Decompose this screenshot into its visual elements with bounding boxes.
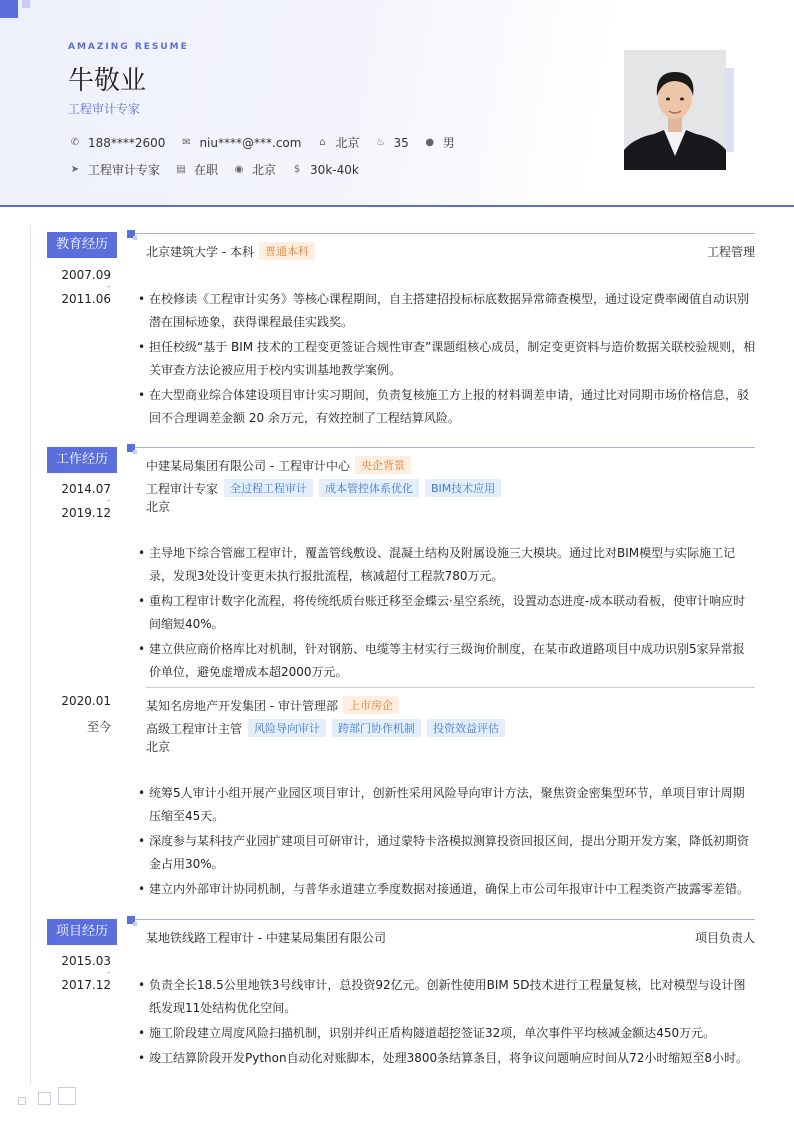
info-target-position [68,161,160,178]
phone-icon: ✆ [70,137,80,148]
edu-school: 北京建筑大学 - 本科 [146,244,254,259]
salary-icon: $ [293,164,301,175]
list-item: • 建立供应商价格库比对机制，针对钢筋、电缆等主材实行三级询价制度，在某市政道路项目中成功识别5家异常报价单位，避免虚增成本超2000万元。 [138,638,756,684]
city-text: 北京 [335,136,360,150]
project-bullets [138,974,756,1072]
job1-company-row [146,456,411,474]
section-marker-small [133,450,137,454]
skill-tag: 投资效益评估 [427,719,505,737]
section-title-work: 工作经历 [47,447,117,473]
list-item: • 建立内外部审计协同机制，与普华永道建立季度数据对接通道，确保上市公司年报审计中工程类资产披露零差错。 [138,878,756,901]
list-item: • 主导地下综合管廊工程审计，覆盖管线敷设、混凝土结构及附属设施三大模块。通过比对BIM模型与实际施工记录，发现3处设计变更未执行报批流程，核减超付工程款780万元。 [138,542,756,588]
list-item: • 在校修读《工程审计实务》等核心课程期间，自主搭建招投标标底数据异常筛查模型，通过设定费率阈值自动识别潜在围标迹象，获得课程最佳实践奖。 [138,288,756,334]
decor-square-small [22,0,30,8]
job1-end-date: 2019.12 [61,506,111,520]
job1-company: 中建某局集团有限公司 - 工程审计中心 [146,458,350,473]
job2-role: 高级工程审计主管 [146,721,243,736]
list-item: • 负责全长18.5公里地铁3号线审计，总投资92亿元。创新性使用BIM 5D技术进行工程量复核，比对模型与设计图纸发现11处结构优化空间。 [138,974,756,1020]
footer-decor-square [58,1087,76,1105]
list-item: • 在大型商业综合体建设项目审计实习期间，负责复核施工方上报的材料调差申请，通过比对同期市场价格信息，驳回不合理调差金额 20 余万元，有效控制了工程结算风险。 [138,384,756,430]
section-divider [130,233,755,234]
info-salary [290,163,359,177]
list-item: • 统筹5人审计小组开展产业园区项目审计，创新性采用风险导向审计方法，聚焦资金密集型环节，单项目审计周期压缩至45天。 [138,782,756,828]
info-target-city [232,161,276,178]
project-start-date: 2015.03 [61,954,111,968]
date-separator: - [107,968,111,978]
skill-tag: 跨部门协作机制 [332,719,421,737]
job2-location: 北京 [146,740,171,754]
gender-icon: ● [425,137,435,148]
project-role: 项目负责人 [694,931,755,945]
send-icon: ➤ [70,164,80,175]
list-item: • 担任校级“基于 BIM 技术的工程变更签证合规性审查”课题组核心成员，制定变更资料与造价数据关联校验规则，相关审查方法论被应用于校内实训基地教学案例。 [138,336,756,382]
skill-tag: 全过程工程审计 [224,479,313,497]
info-status [174,161,218,178]
section-divider [130,919,755,920]
edu-bullets [138,288,756,432]
contact-info-row [68,134,469,151]
age-text: 35 [393,135,409,150]
status-text: 在职 [194,163,219,177]
list-item: • 深度参与某科技产业园扩建项目可研审计，通过蒙特卡洛模拟测算投资回报区间，提出分期开发方案，降低初期资金占用30%。 [138,830,756,876]
info-phone [68,136,165,150]
decor-square [0,0,18,18]
phone-text: 188****2600 [88,135,166,150]
info-gender [423,134,455,151]
section-title-projects: 项目经历 [47,919,117,945]
section-marker-small [133,236,137,240]
list-item: • 竣工结算阶段开发Python自动化对账脚本，处理3800条结算条目，将争议问题响应时间从72小时缩短至8小时。 [138,1047,756,1070]
target-city-text: 北京 [252,163,277,177]
mail-icon: ✉ [182,137,191,148]
job2-company: 某知名房地产开发集团 - 审计管理部 [146,698,338,713]
date-separator: - [107,496,111,506]
job2-end-date: 至今 [86,720,111,734]
location-pin-icon: ◉ [234,164,244,175]
info-age [373,136,408,150]
info-email [179,136,301,150]
job2-badge: 上市房企 [343,696,399,714]
resume-header [0,0,794,207]
gender-text: 男 [442,136,455,150]
profile-photo [624,50,726,170]
skill-tag: 风险导向审计 [248,719,326,737]
job1-location: 北京 [146,500,171,514]
edu-end-date: 2011.06 [61,292,111,306]
job-separator [146,687,755,688]
section-title-education: 教育经历 [47,232,117,258]
job1-start-date: 2014.07 [61,482,111,496]
target-position-text: 工程审计专家 [88,163,161,177]
section-marker-small [133,922,137,926]
list-item: • 施工阶段建立周度风险扫描机制，识别并纠正盾构隧道超挖签证32项，单次事件平均核减金额达450万元。 [138,1022,756,1045]
job2-start-date: 2020.01 [61,694,111,708]
list-item: • 重构工程审计数字化流程，将传统纸质台账迁移至金蝶云·星空系统，设置动态进度-成本联动看板，使审计响应时间缩短40%。 [138,590,756,636]
project-end-date: 2017.12 [61,978,111,992]
email-text: niu****@***.com [199,135,302,150]
salary-text: 30k-40k [310,162,359,177]
job1-role-row [146,479,501,497]
skill-tag: 成本管控体系优化 [319,479,419,497]
job2-bullets [138,782,756,903]
timeline-rule [30,225,31,1085]
job2-company-row [146,696,399,714]
edu-start-date: 2007.09 [61,268,111,282]
footer-decor-square [38,1092,51,1105]
skill-tag: BIM技术应用 [425,479,501,497]
candidate-title: 工程审计专家 [68,102,141,116]
home-icon: ⌂ [319,137,326,148]
cake-icon: ♨ [375,137,385,148]
job1-bullets [138,542,756,686]
job1-badge: 央企背景 [355,456,411,474]
candidate-name: 牛敬业 [68,66,147,96]
portrait-image [624,50,726,170]
info-city [315,134,359,151]
project-name: 某地铁线路工程审计 - 中建某局集团有限公司 [146,931,386,945]
briefcase-icon: ▤ [176,164,186,175]
tagline: AMAZING RESUME [68,42,189,52]
edu-major: 工程管理 [706,245,755,259]
job-intent-row [68,161,373,178]
section-divider [130,447,755,448]
job2-role-row [146,719,505,737]
edu-school-row [146,242,315,260]
edu-badge: 普通本科 [259,242,315,260]
job1-role: 工程审计专家 [146,481,219,496]
date-separator: - [107,282,111,292]
footer-decor-square [18,1097,26,1105]
